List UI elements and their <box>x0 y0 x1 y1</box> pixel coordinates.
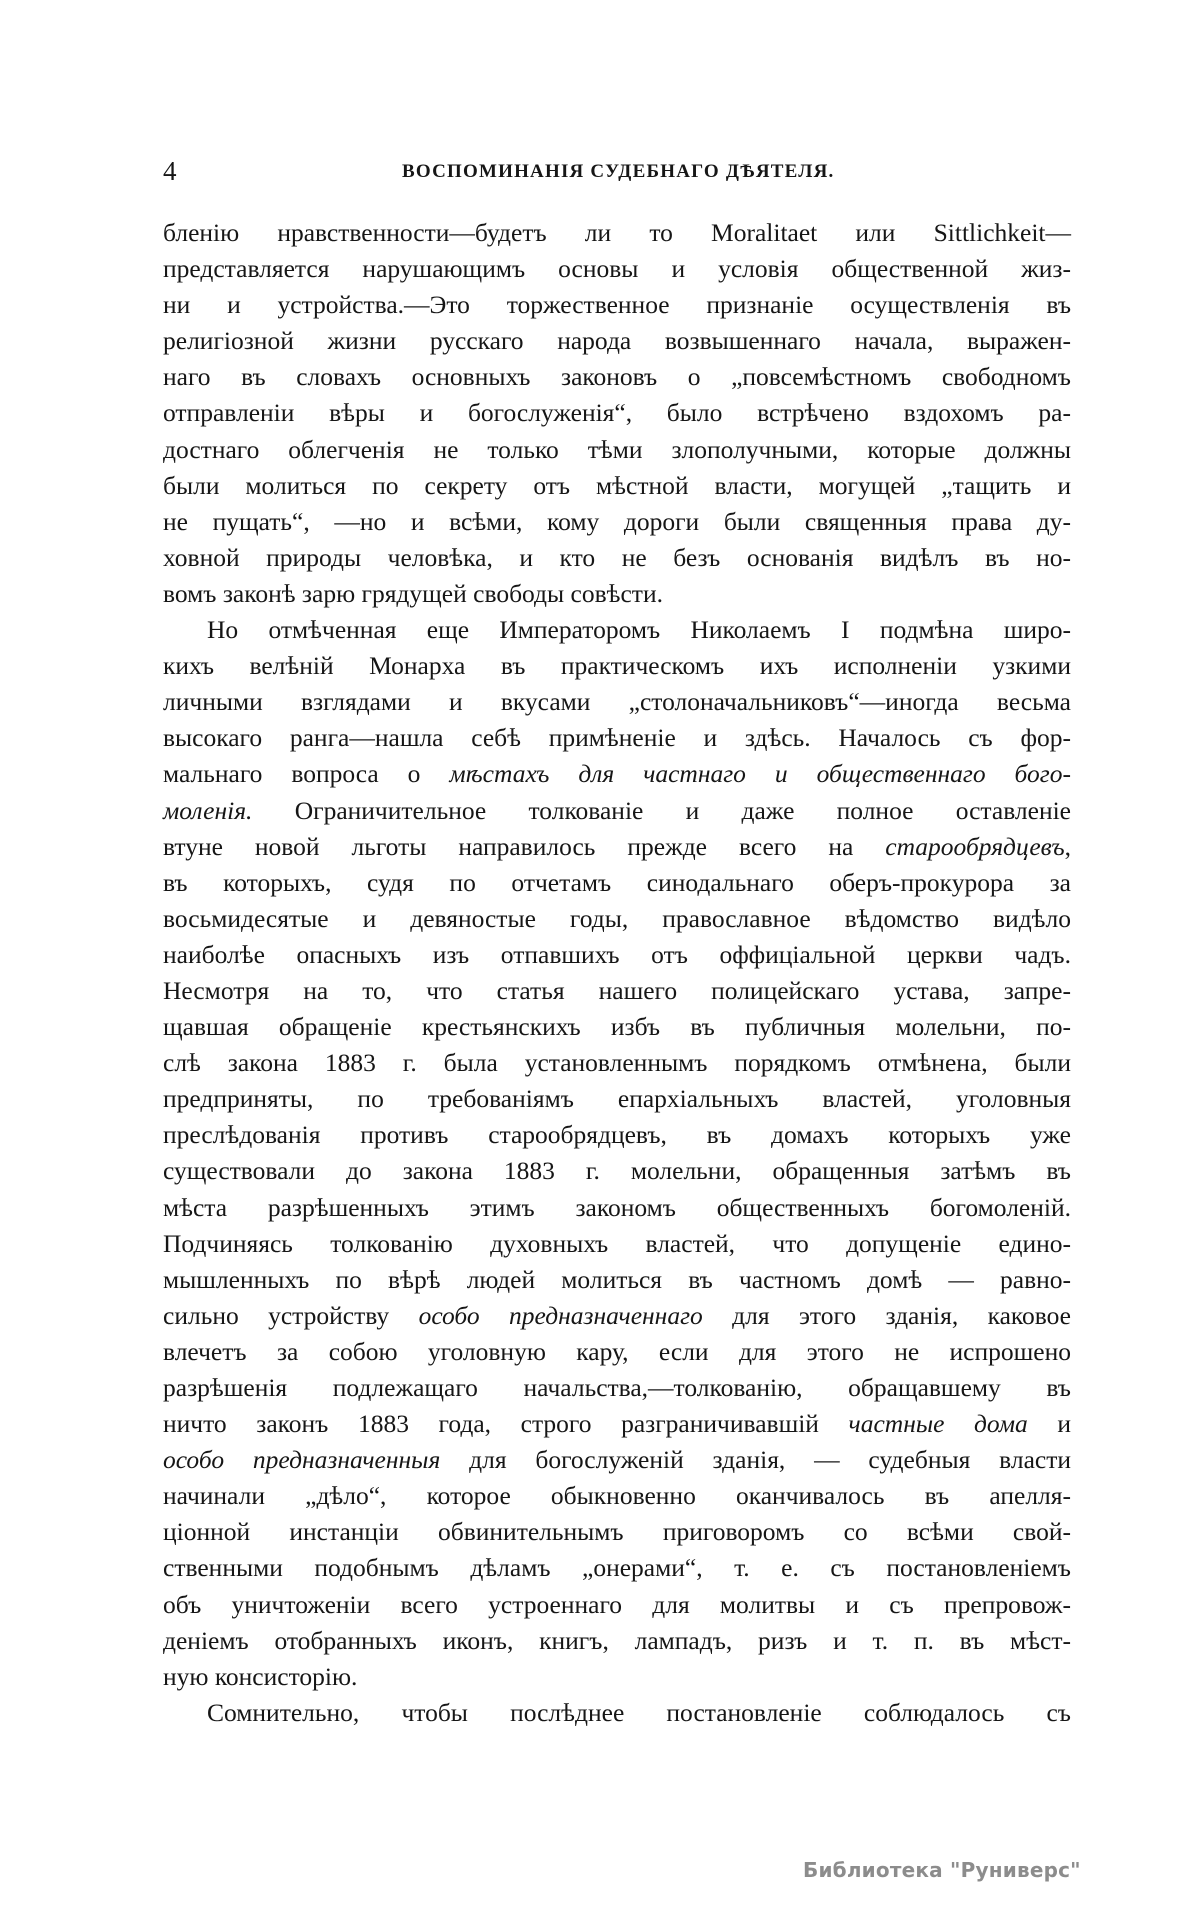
text-segment: отправленіи вѣры и богослуженія“, было встрѣчено вздохомъ ра- <box>163 398 1071 428</box>
text-segment: Несмотря на то, что статья нашего полицейскаго устава, запре- <box>163 975 1071 1005</box>
text-line <box>163 1514 1071 1550</box>
text-line <box>163 1298 1071 1334</box>
text-segment: преслѣдованія противъ старообрядцевъ, въ домахъ которыхъ уже <box>163 1120 1071 1150</box>
text-segment: объ уничтоженіи всего устроеннаго для молитвы и съ препровож- <box>163 1589 1071 1619</box>
text-line <box>163 1406 1071 1442</box>
text-segment: высокаго ранга—нашла себѣ примѣненіе и здѣсь. Началось съ фор- <box>163 723 1071 753</box>
running-title: ВОСПОМИНАНІЯ СУДЕБНАГО ДѢЯТЕЛЯ. <box>402 161 835 182</box>
text-segment: ховной природы человѣка, и кто не безъ основанія видѣлъ въ но- <box>163 542 1071 572</box>
page-number: 4 <box>163 156 177 186</box>
text-segment: начинали „дѣло“, которое обыкновенно оканчивалось въ апелля- <box>163 1481 1071 1511</box>
text-line <box>163 287 1071 323</box>
text-line <box>163 829 1071 865</box>
text-segment: и <box>1027 1409 1071 1439</box>
text-segment: наго въ словахъ основныхъ законовъ о „повсемѣстномъ свободномъ <box>163 362 1071 392</box>
text-segment: Сомнительно, чтобы послѣднее постановленіе соблюдалось съ <box>207 1697 1071 1727</box>
text-line <box>163 251 1071 287</box>
text-line <box>163 793 1071 829</box>
running-head <box>163 154 1071 188</box>
text-line <box>163 395 1071 431</box>
italic-text: частные дома <box>848 1409 1028 1439</box>
italic-text: мѣстахъ для частнаго и общественнаго бого- <box>449 759 1071 789</box>
text-line <box>163 1081 1071 1117</box>
paragraph <box>163 612 1071 1695</box>
text-line <box>163 901 1071 937</box>
text-line <box>163 1478 1071 1514</box>
italic-text: старообрядцевъ <box>885 831 1065 861</box>
text-segment: ни и устройства.—Это торжественное признаніе осуществленія въ <box>163 290 1071 320</box>
text-segment: втуне новой льготы направилось прежде всего на <box>163 831 886 861</box>
text-line <box>163 1587 1071 1623</box>
text-segment: ную консисторію. <box>163 1661 358 1691</box>
text-line <box>163 612 1071 648</box>
text-segment: мѣста разрѣшенныхъ этимъ закономъ общественныхъ богомоленій. <box>163 1192 1071 1222</box>
paragraph <box>163 1695 1071 1731</box>
text-segment: не пущать“, —но и всѣми, кому дороги были священныя права ду- <box>163 506 1071 536</box>
text-line <box>163 1334 1071 1370</box>
text-line <box>163 865 1071 901</box>
text-segment: существовали до закона 1883 г. молельни, обращенныя затѣмъ въ <box>163 1156 1071 1186</box>
text-segment: Подчиняясь толкованію духовныхъ властей, что допущеніе едино- <box>163 1228 1071 1258</box>
text-line <box>163 1045 1071 1081</box>
text-segment: кихъ велѣній Монарха въ практическомъ ихъ исполненіи узкими <box>163 651 1071 681</box>
text-line <box>163 576 1071 612</box>
text-segment: Но отмѣченная еще Императоромъ Николаемъ I подмѣна широ- <box>207 615 1071 645</box>
text-line <box>163 215 1071 251</box>
text-segment: ничто законъ 1883 года, строго разграничивавшій <box>163 1409 849 1439</box>
text-segment: достнаго облегченія не только тѣми злополучными, которые должны <box>163 434 1071 464</box>
italic-text: особо предназначенныя <box>163 1445 441 1475</box>
text-segment: вомъ законѣ зарю грядущей свободы совѣсти. <box>163 578 663 608</box>
text-segment: разрѣшенія подлежащаго начальства,—толкованію, обращавшему въ <box>163 1373 1071 1402</box>
text-segment: деніемъ отобранныхъ иконъ, книгъ, лампадъ, ризъ и т. п. въ мѣст- <box>163 1625 1071 1655</box>
text-segment: слѣ закона 1883 г. была установленнымъ порядкомъ отмѣнена, были <box>163 1048 1071 1078</box>
text-line <box>163 937 1071 973</box>
text-segment: религіозной жизни русскаго народа возвышеннаго начала, выражен- <box>163 326 1071 356</box>
text-line <box>163 756 1071 792</box>
text-line <box>163 1623 1071 1659</box>
text-segment: восьмидесятые и девяностые годы, православное вѣдомство видѣло <box>163 903 1071 933</box>
text-line <box>163 1190 1071 1226</box>
text-segment: бленію нравственности—будетъ ли то Moralitaet или Sittlichkeit— <box>163 218 1071 247</box>
text-segment: , <box>1064 831 1071 861</box>
text-segment: сильно устройству <box>163 1300 419 1330</box>
text-line <box>163 1009 1071 1045</box>
text-segment: влечетъ за собою уголовную кару, если для этого не испрошено <box>163 1336 1071 1366</box>
text-line <box>163 648 1071 684</box>
text-segment: представляется нарушающимъ основы и условія общественной жиз- <box>163 254 1071 284</box>
text-segment: личными взглядами и вкусами „столоначальниковъ“—иногда весьма <box>163 687 1071 717</box>
text-line <box>163 1550 1071 1586</box>
text-line <box>163 1695 1071 1731</box>
text-line <box>163 323 1071 359</box>
text-line <box>163 973 1071 1009</box>
text-segment: для этого зданія, каковое <box>702 1300 1071 1330</box>
text-segment: ціонной инстанціи обвинительнымъ приговоромъ со всѣми свой- <box>163 1517 1071 1547</box>
text-line <box>163 1117 1071 1153</box>
text-line <box>163 468 1071 504</box>
text-segment: ственными подобнымъ дѣламъ „онерами“, т. е. съ постановленіемъ <box>163 1553 1071 1583</box>
paragraph <box>163 215 1071 612</box>
italic-text: особо предназначеннаго <box>418 1300 703 1330</box>
text-segment: щавшая обращеніе крестьянскихъ избъ въ публичныя молельни, по- <box>163 1012 1071 1042</box>
text-line <box>163 1659 1071 1695</box>
text-line <box>163 1262 1071 1298</box>
text-segment: въ которыхъ, судя по отчетамъ синодальнаго оберъ-прокурора за <box>163 867 1071 897</box>
text-segment: были молиться по секрету отъ мѣстной власти, могущей „тащить и <box>163 470 1071 500</box>
text-line <box>163 1442 1071 1478</box>
body-text <box>163 215 1071 1731</box>
text-segment: мальнаго вопроса о <box>163 759 450 789</box>
text-segment: предприняты, по требованіямъ епархіальныхъ властей, уголовныя <box>163 1084 1071 1114</box>
library-watermark: Библиотека "Руниверс" <box>803 1858 1081 1882</box>
text-segment: Ограничительное толкованіе и даже полное оставленіе <box>252 795 1071 825</box>
text-segment: мышленныхъ по вѣрѣ людей молиться въ частномъ домѣ — равно- <box>163 1264 1071 1294</box>
italic-text: моленія. <box>163 795 253 825</box>
text-line <box>163 504 1071 540</box>
text-line <box>163 432 1071 468</box>
text-line <box>163 1370 1071 1406</box>
text-line <box>163 684 1071 720</box>
text-segment: наиболѣе опасныхъ изъ отпавшихъ отъ оффиціальной церкви чадъ. <box>163 939 1071 969</box>
text-line <box>163 359 1071 395</box>
text-line <box>163 540 1071 576</box>
text-line <box>163 720 1071 756</box>
text-line <box>163 1226 1071 1262</box>
text-segment: для богослуженій зданія, — судебныя власти <box>440 1445 1071 1475</box>
text-line <box>163 1153 1071 1189</box>
